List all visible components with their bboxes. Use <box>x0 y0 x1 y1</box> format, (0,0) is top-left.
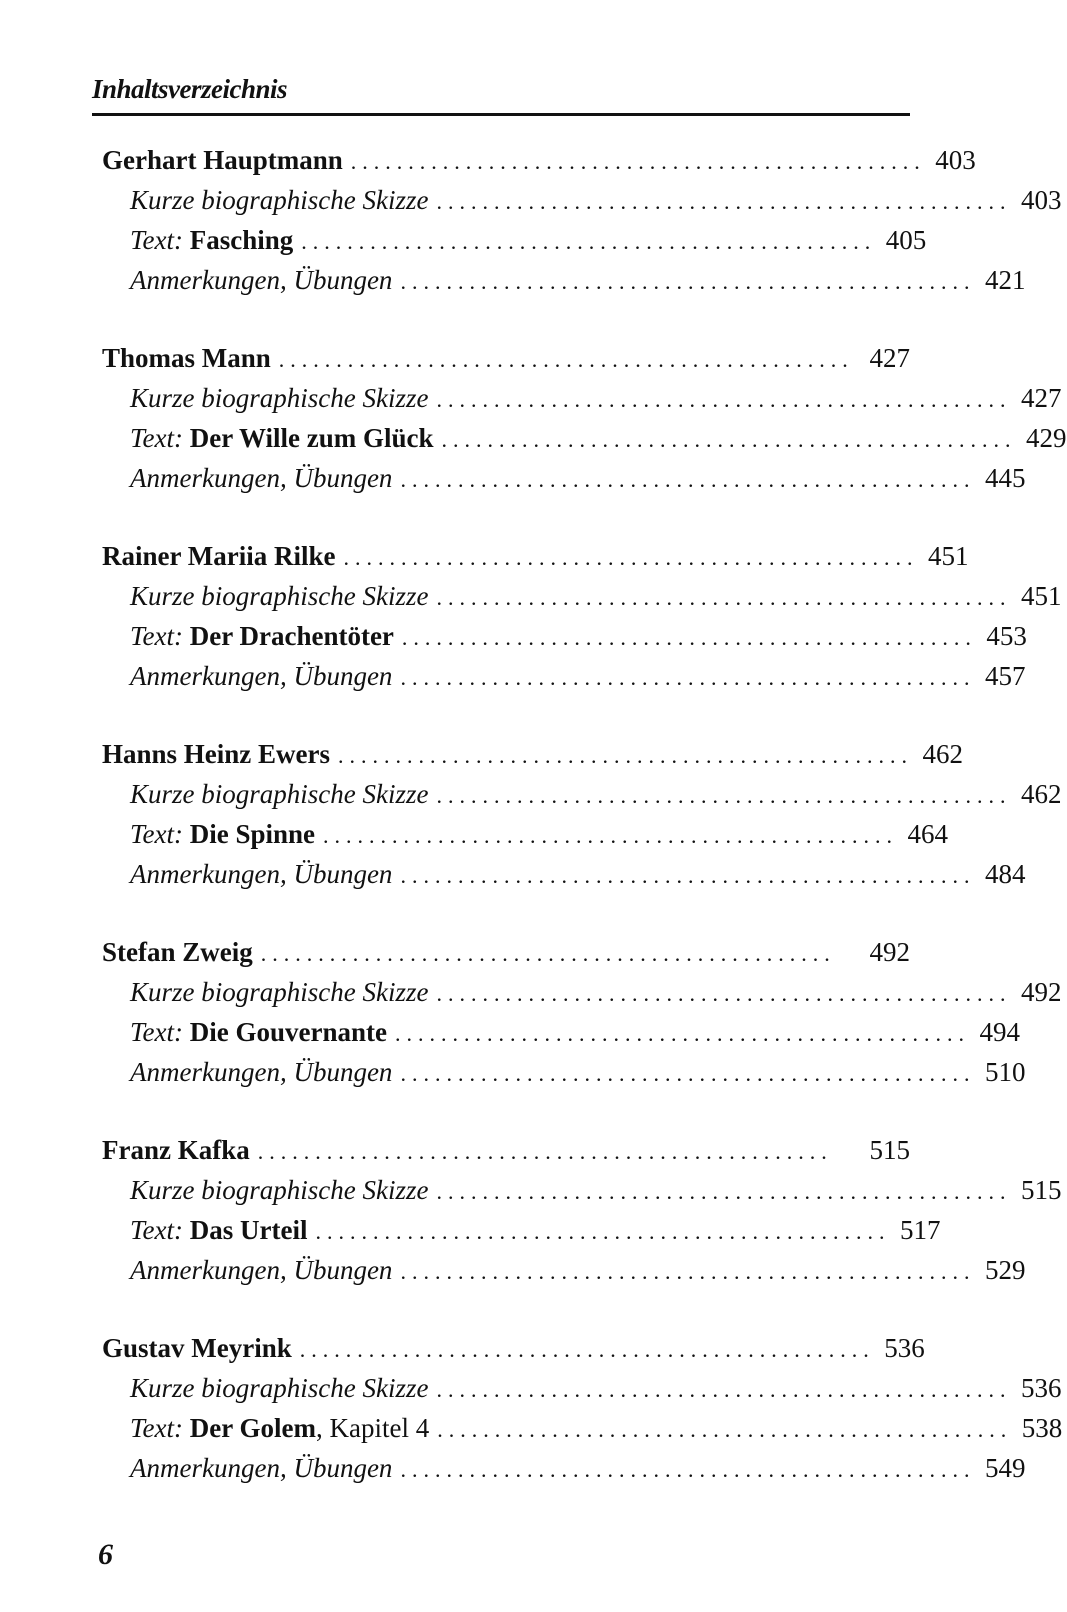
entry-page: 484 <box>984 859 1026 889</box>
notes-label: Anmerkungen, Übungen <box>130 661 393 691</box>
dot-leader: .................................................. <box>436 981 1012 1006</box>
page-number: 6 <box>98 1538 113 1571</box>
dot-leader: .................................................. <box>400 1061 976 1086</box>
dot-leader: .................................................. <box>436 783 1012 808</box>
notes-label: Anmerkungen, Übungen <box>130 1255 393 1285</box>
entry-page: 549 <box>984 1453 1026 1483</box>
dot-leader: .................................................. <box>301 229 877 254</box>
toc-entry-author <box>102 140 976 180</box>
entry-page: 403 <box>1020 185 1062 215</box>
entry-page: 538 <box>1021 1413 1063 1443</box>
author-name: Franz Kafka <box>102 1135 250 1165</box>
dot-leader: .................................................. <box>278 347 854 372</box>
work-title: Der Drachentöter <box>189 621 394 651</box>
dot-leader: .................................................. <box>437 1417 1013 1442</box>
text-prefix: Text: <box>130 423 183 453</box>
toc-entry-notes <box>102 1250 1026 1290</box>
toc-section <box>102 1130 1062 1290</box>
entry-page: 429 <box>1026 423 1067 453</box>
text-label <box>130 616 394 656</box>
toc-entry-bio <box>102 774 1062 814</box>
toc-entry-author <box>102 734 964 774</box>
toc-entry-text <box>102 1408 1063 1448</box>
dot-leader: .................................................. <box>323 823 899 848</box>
dot-leader: .................................................. <box>436 1377 1012 1402</box>
entry-page: 405 <box>885 225 927 255</box>
text-prefix: Text: <box>130 1215 183 1245</box>
author-name: Hanns Heinz Ewers <box>102 739 331 769</box>
dot-leader: .................................................. <box>400 1457 976 1482</box>
notes-label: Anmerkungen, Übungen <box>130 1453 393 1483</box>
entry-page: 536 <box>1020 1373 1062 1403</box>
work-title: Der Wille zum Glück <box>189 423 434 453</box>
author-name: Gerhart Hauptmann <box>102 145 343 175</box>
toc-section <box>102 1328 1063 1488</box>
entry-page: 515 <box>1020 1175 1062 1205</box>
toc-entry-author <box>102 1328 925 1368</box>
toc-entry-author <box>102 932 910 972</box>
text-label <box>130 418 434 458</box>
dot-leader: .................................................. <box>436 585 1012 610</box>
author-name: Gustav Meyrink <box>102 1333 292 1363</box>
toc-section <box>102 932 1062 1092</box>
toc-entry-bio <box>102 1170 1062 1210</box>
bio-label: Kurze biographische Skizze <box>130 779 429 809</box>
entry-page: 529 <box>984 1255 1026 1285</box>
work-title: Die Gouvernante <box>189 1017 387 1047</box>
entry-page: 510 <box>984 1057 1026 1087</box>
toc-entry-text <box>102 814 949 854</box>
toc-entry-author <box>102 1130 910 1170</box>
text-label <box>130 1408 429 1448</box>
text-prefix: Text: <box>130 621 183 651</box>
notes-label: Anmerkungen, Übungen <box>130 859 393 889</box>
dot-leader: .................................................. <box>436 387 1012 412</box>
entry-page: 427 <box>869 343 910 373</box>
notes-label: Anmerkungen, Übungen <box>130 463 393 493</box>
notes-label: Anmerkungen, Übungen <box>130 265 393 295</box>
entry-page: 492 <box>869 937 910 967</box>
text-label <box>130 1210 307 1250</box>
entry-page: 464 <box>907 819 949 849</box>
bio-label: Kurze biographische Skizze <box>130 581 429 611</box>
table-of-contents <box>102 140 1067 1526</box>
bio-label: Kurze biographische Skizze <box>130 977 429 1007</box>
dot-leader: .................................................. <box>343 545 919 570</box>
work-title: Die Spinne <box>189 819 316 849</box>
entry-page: 421 <box>984 265 1026 295</box>
text-label <box>130 220 293 260</box>
toc-section <box>102 338 1067 498</box>
entry-page: 457 <box>984 661 1026 691</box>
toc-entry-notes <box>102 260 1026 300</box>
dot-leader: .................................................. <box>400 863 976 888</box>
dot-leader: .................................................. <box>350 149 926 174</box>
dot-leader: .................................................. <box>400 665 976 690</box>
toc-entry-bio <box>102 180 1062 220</box>
dot-leader: .................................................. <box>315 1219 891 1244</box>
toc-entry-text <box>102 1012 1020 1052</box>
dot-leader: .................................................. <box>394 1021 970 1046</box>
bio-label: Kurze biographische Skizze <box>130 1175 429 1205</box>
toc-entry-bio <box>102 576 1062 616</box>
toc-entry-text <box>102 1210 941 1250</box>
entry-page: 515 <box>869 1135 910 1165</box>
entry-page: 427 <box>1020 383 1062 413</box>
toc-entry-notes <box>102 656 1026 696</box>
entry-page: 451 <box>927 541 969 571</box>
toc-entry-notes <box>102 854 1026 894</box>
notes-label: Anmerkungen, Übungen <box>130 1057 393 1087</box>
entry-page: 445 <box>984 463 1026 493</box>
toc-entry-notes <box>102 1448 1026 1488</box>
entry-page: 492 <box>1020 977 1062 1007</box>
entry-page: 494 <box>979 1017 1020 1047</box>
dot-leader: .................................................. <box>260 941 836 966</box>
dot-leader: .................................................. <box>338 743 914 768</box>
bio-label: Kurze biographische Skizze <box>130 383 429 413</box>
entry-page: 453 <box>986 621 1027 651</box>
toc-entry-notes <box>102 458 1026 498</box>
work-title-suffix: , Kapitel 4 <box>315 1413 430 1443</box>
entry-page: 517 <box>899 1215 941 1245</box>
toc-section <box>102 140 1062 300</box>
text-prefix: Text: <box>130 1413 183 1443</box>
author-name: Stefan Zweig <box>102 937 253 967</box>
toc-entry-bio <box>102 972 1062 1012</box>
entry-page: 462 <box>922 739 964 769</box>
dot-leader: .................................................. <box>299 1337 875 1362</box>
toc-entry-text <box>102 418 1067 458</box>
work-title: Der Golem <box>189 1413 316 1443</box>
dot-leader: .................................................. <box>436 189 1012 214</box>
entry-page: 403 <box>935 145 976 175</box>
author-name: Rainer Mariia Rilke <box>102 541 336 571</box>
text-label <box>130 814 315 854</box>
dot-leader: .................................................. <box>257 1139 833 1164</box>
toc-section <box>102 734 1062 894</box>
toc-entry-bio <box>102 1368 1062 1408</box>
dot-leader: .................................................. <box>400 1259 976 1284</box>
dot-leader: .................................................. <box>400 467 976 492</box>
text-prefix: Text: <box>130 1017 183 1047</box>
bio-label: Kurze biographische Skizze <box>130 1373 429 1403</box>
toc-entry-author <box>102 338 910 378</box>
toc-entry-text <box>102 616 1027 656</box>
entry-page: 536 <box>884 1333 925 1363</box>
toc-entry-text <box>102 220 927 260</box>
work-title: Fasching <box>189 225 294 255</box>
header-rule <box>92 113 910 116</box>
toc-entry-notes <box>102 1052 1026 1092</box>
work-title: Das Urteil <box>189 1215 308 1245</box>
author-name: Thomas Mann <box>102 343 271 373</box>
text-prefix: Text: <box>130 819 183 849</box>
toc-entry-bio <box>102 378 1062 418</box>
toc-entry-author <box>102 536 969 576</box>
entry-page: 462 <box>1020 779 1062 809</box>
entry-page: 451 <box>1020 581 1062 611</box>
dot-leader: .................................................. <box>400 269 976 294</box>
dot-leader: .................................................. <box>441 427 1017 452</box>
dot-leader: .................................................. <box>401 625 977 650</box>
text-prefix: Text: <box>130 225 183 255</box>
toc-section <box>102 536 1062 696</box>
text-label <box>130 1012 387 1052</box>
bio-label: Kurze biographische Skizze <box>130 185 429 215</box>
dot-leader: .................................................. <box>436 1179 1012 1204</box>
running-header: Inhaltsverzeichnis <box>92 74 288 104</box>
